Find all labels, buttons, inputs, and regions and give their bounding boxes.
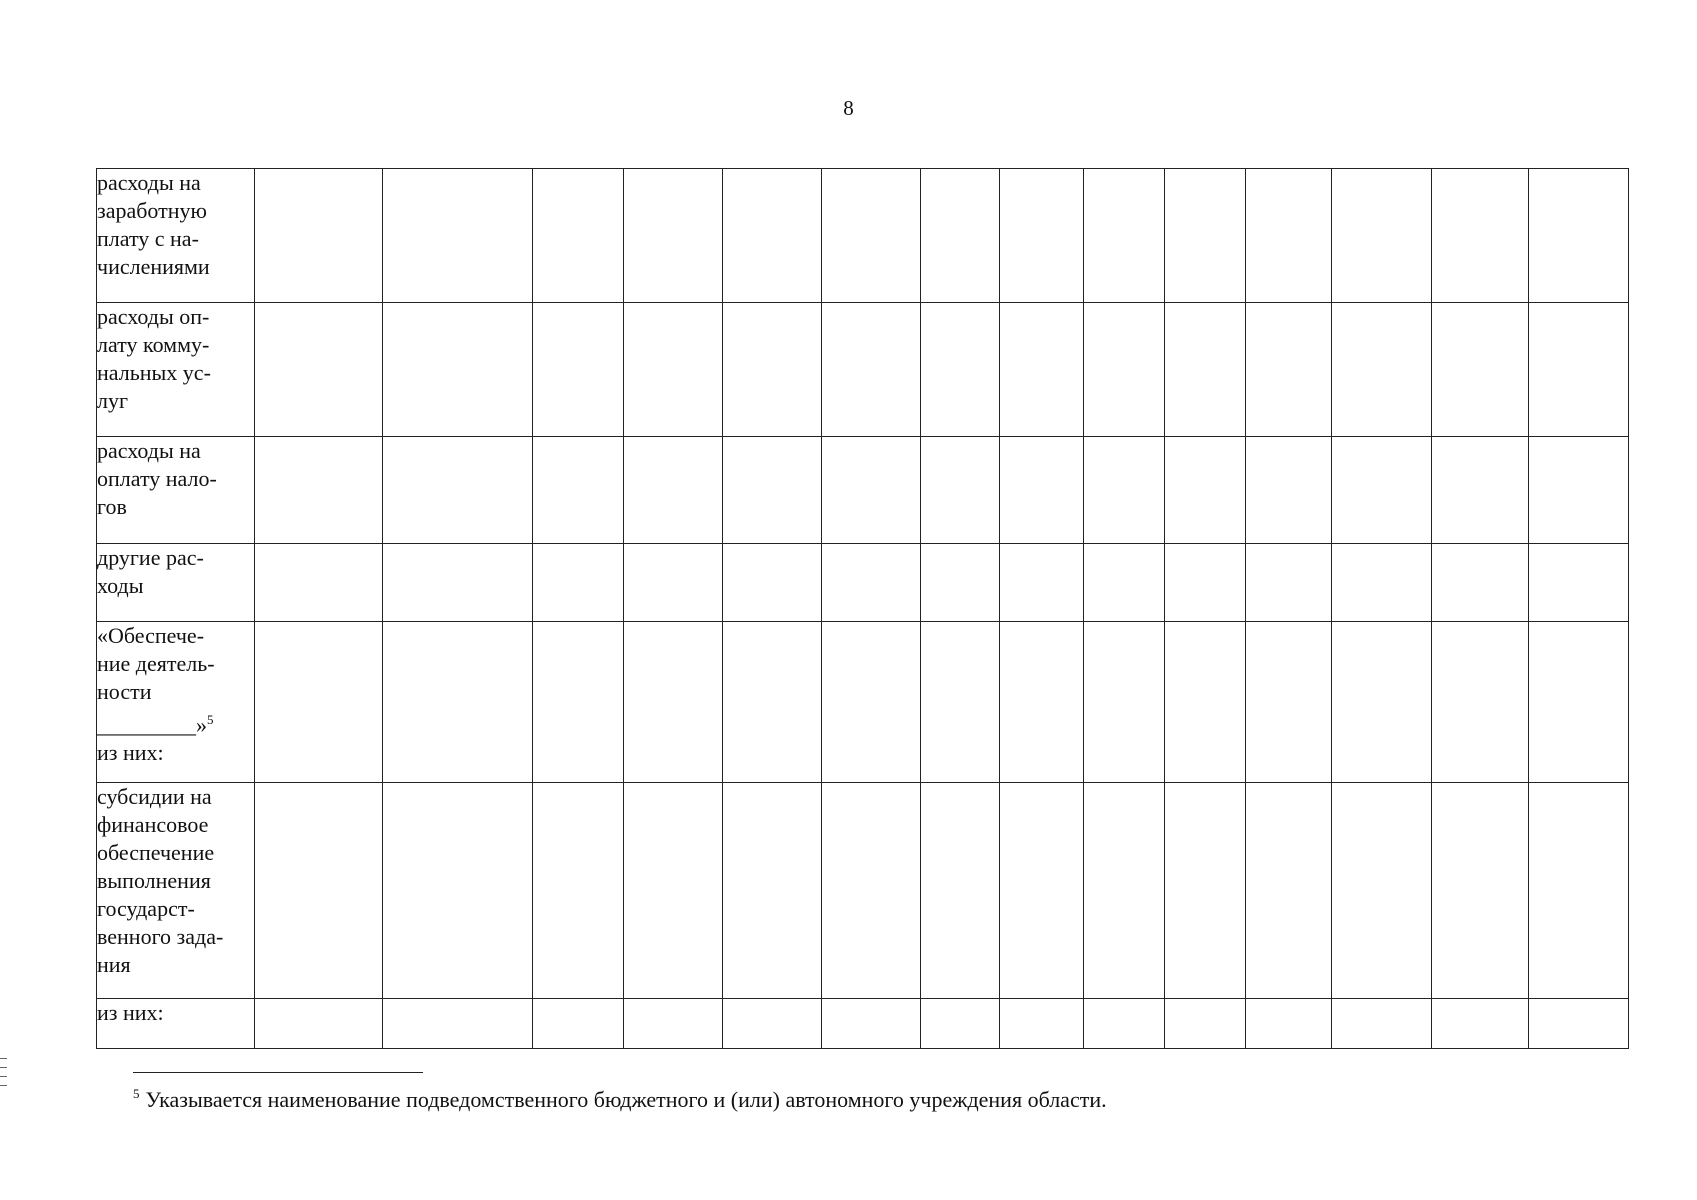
table-cell [1332,544,1432,622]
table-cell [1246,544,1332,622]
table-cell [1246,622,1332,783]
table-cell [921,783,1000,999]
table-cell [723,622,822,783]
table-cell [624,169,723,303]
table-cell [533,999,624,1049]
footnote-marker: 5 [133,1086,140,1101]
table-cell [1000,169,1084,303]
table-cell [1332,999,1432,1049]
table-cell [383,783,533,999]
table-cell [1246,303,1332,437]
table-cell [383,169,533,303]
table-cell [383,999,533,1049]
footnote-ref: 5 [207,712,214,727]
table-cell [1246,169,1332,303]
table-cell [1084,622,1165,783]
table-cell [1084,544,1165,622]
table-cell [1084,303,1165,437]
table-cell [723,437,822,544]
table-cell [723,169,822,303]
table-cell [723,303,822,437]
footnote [133,1086,1107,1113]
table-cell [723,544,822,622]
table-cell [624,783,723,999]
row-label: расходы оп- лату комму- нальных ус- луг [97,303,255,437]
table-cell [533,544,624,622]
table-cell [822,999,921,1049]
table-row [97,783,1629,999]
table-cell [1332,783,1432,999]
table-cell [255,169,383,303]
row-label: субсидии на финансовое обеспечение выполнения государст- венного зада- ния [97,783,255,999]
table-cell [1432,437,1529,544]
table-cell [822,437,921,544]
table-cell [1165,622,1246,783]
table-row [97,437,1629,544]
table-cell [1165,544,1246,622]
table-cell [822,544,921,622]
table-row [97,169,1629,303]
table-cell [1529,169,1629,303]
footnote-text: Указывается наименование подведомственного бюджетного и (или) автономного учреждения области. [145,1087,1107,1112]
table-cell [921,303,1000,437]
row-label: «Обеспече- ние деятель- ности _________»$^5$ из них: [97,622,255,783]
table-cell [533,783,624,999]
table-cell [822,303,921,437]
table-cell [624,999,723,1049]
row-label: расходы на заработную плату с на- числениями [97,169,255,303]
table-cell [1529,544,1629,622]
table-cell [1332,303,1432,437]
scan-edge-marks [0,1058,8,1094]
table-cell [921,999,1000,1049]
table-cell [1332,437,1432,544]
table-cell [1432,169,1529,303]
table-cell [921,169,1000,303]
table-cell [255,999,383,1049]
table-cell [533,303,624,437]
table-cell [383,622,533,783]
table-cell [1529,999,1629,1049]
table-cell [1084,437,1165,544]
table-cell [1246,783,1332,999]
table-cell [1165,169,1246,303]
table-row [97,303,1629,437]
table-cell [1000,999,1084,1049]
page-number: 8 [843,96,854,120]
table-cell [255,544,383,622]
expense-table [96,168,1629,1049]
table-cell [533,437,624,544]
table-cell [1529,622,1629,783]
table-cell [1165,783,1246,999]
row-label: из них: [97,999,255,1049]
table-cell [1000,303,1084,437]
table-cell [1000,783,1084,999]
table-cell [1000,544,1084,622]
table-cell [1529,303,1629,437]
table-cell [723,783,822,999]
table-cell [822,783,921,999]
table-cell [255,303,383,437]
table-cell [921,622,1000,783]
table-cell [1165,303,1246,437]
table-cell [383,544,533,622]
table-cell [255,437,383,544]
table-cell [624,622,723,783]
table-cell [255,622,383,783]
table-cell [1432,999,1529,1049]
table-cell [723,999,822,1049]
row-label: другие рас- ходы [97,544,255,622]
table-cell [383,437,533,544]
table-cell [533,622,624,783]
table-cell [624,437,723,544]
table-cell [822,169,921,303]
table-row [97,544,1629,622]
table-cell [1084,999,1165,1049]
table-row [97,622,1629,783]
table-cell [1529,437,1629,544]
table-cell [1332,169,1432,303]
table-cell [1084,169,1165,303]
table-cell [624,303,723,437]
table-cell [1432,622,1529,783]
table-cell [383,303,533,437]
table-cell [1000,622,1084,783]
table-cell [624,544,723,622]
table-cell [1432,303,1529,437]
table-cell [255,783,383,999]
table-cell [1432,544,1529,622]
table-cell [1432,783,1529,999]
table-cell [822,622,921,783]
footnote-separator [133,1072,423,1073]
table-cell [1084,783,1165,999]
row-label: расходы на оплату нало- гов [97,437,255,544]
table-cell [1529,783,1629,999]
table-cell [921,437,1000,544]
table-cell [1332,622,1432,783]
table-cell [1246,999,1332,1049]
table-cell [1246,437,1332,544]
table-cell [1165,999,1246,1049]
table-cell [533,169,624,303]
table-row [97,999,1629,1049]
table-cell [1000,437,1084,544]
table-cell [1165,437,1246,544]
table-cell [921,544,1000,622]
